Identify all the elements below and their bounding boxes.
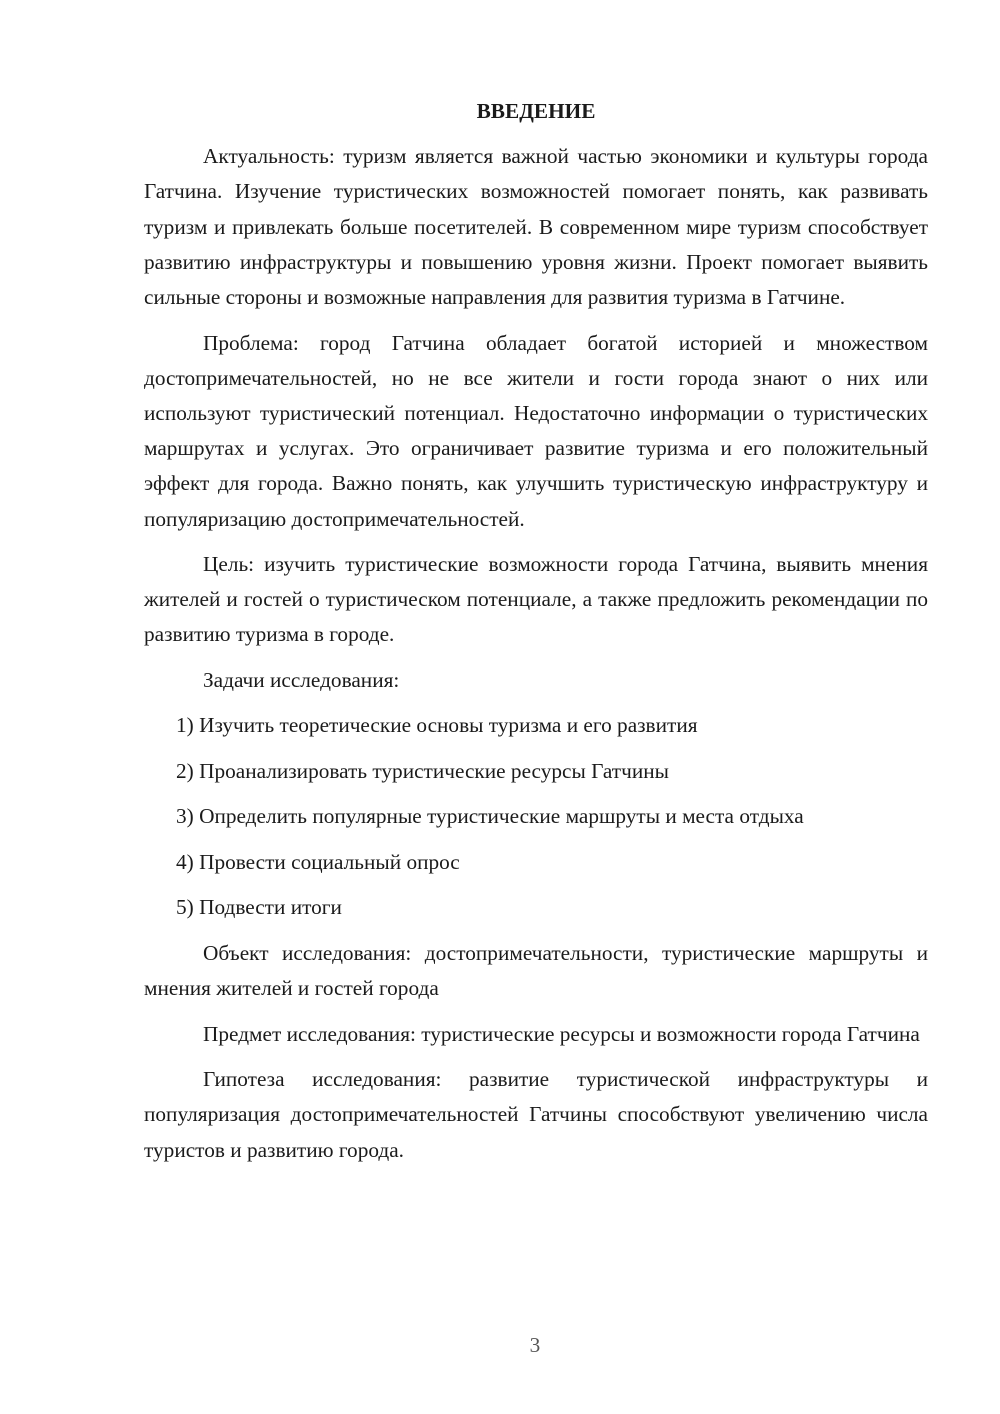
page-content — [144, 94, 928, 1178]
paragraph-goal: Цель: изучить туристические возможности города Гатчина, выявить мнения жителей и гостей о туристическом потенциале, а также предложить рекомендации по развитию туризма в городе. — [144, 552, 928, 647]
list-item-task-2: 2) Проанализировать туристические ресурсы Гатчины — [176, 758, 669, 783]
tasks-list — [144, 708, 928, 925]
paragraph-object: Объект исследования: достопримечательности, туристические маршруты и мнения жителей и гостей города — [144, 940, 928, 1001]
paragraph-problem: Проблема: город Гатчина обладает богатой историей и множеством достопримечательностей, но не все жители и гости города знают о них или используют туристический потенциал. Недостаточно информации о туристических маршрутах и услугах. Это ограничивает развитие туризма и его положительный эффект для города. Важно понять, как улучшить туристическую инфраструктуру и популяризацию достопримечательностей. — [144, 330, 928, 531]
tasks-heading: Задачи исследования: — [203, 667, 400, 692]
section-title: ВВЕДЕНИЕ — [476, 99, 596, 123]
paragraph-subject: Предмет исследования: туристические ресурсы и возможности города Гатчина — [203, 1021, 920, 1046]
list-item-task-4: 4) Провести социальный опрос — [176, 849, 460, 874]
paragraph-relevance: Актуальность: туризм является важной частью экономики и культуры города Гатчина. Изучение туристических возможностей помогает понять, как развивать туризм и привлекать больше посетителей. В современном мире туризм способствует развитию инфраструктуры и повышению уровня жизни. Проект помогает выявить сильные стороны и возможные направления для развития туризма в Гатчине. — [144, 144, 928, 310]
paragraph-hypothesis: Гипотеза исследования: развитие туристической инфраструктуры и популяризация достопримечательностей Гатчины способствуют увеличению числа туристов и развитию города. — [144, 1067, 928, 1162]
list-item-task-5: 5) Подвести итоги — [176, 895, 342, 920]
page-number: 3 — [529, 1333, 541, 1357]
list-item-task-1: 1) Изучить теоретические основы туризма и его развития — [176, 713, 698, 738]
list-item-task-3: 3) Определить популярные туристические маршруты и места отдыха — [176, 804, 804, 829]
